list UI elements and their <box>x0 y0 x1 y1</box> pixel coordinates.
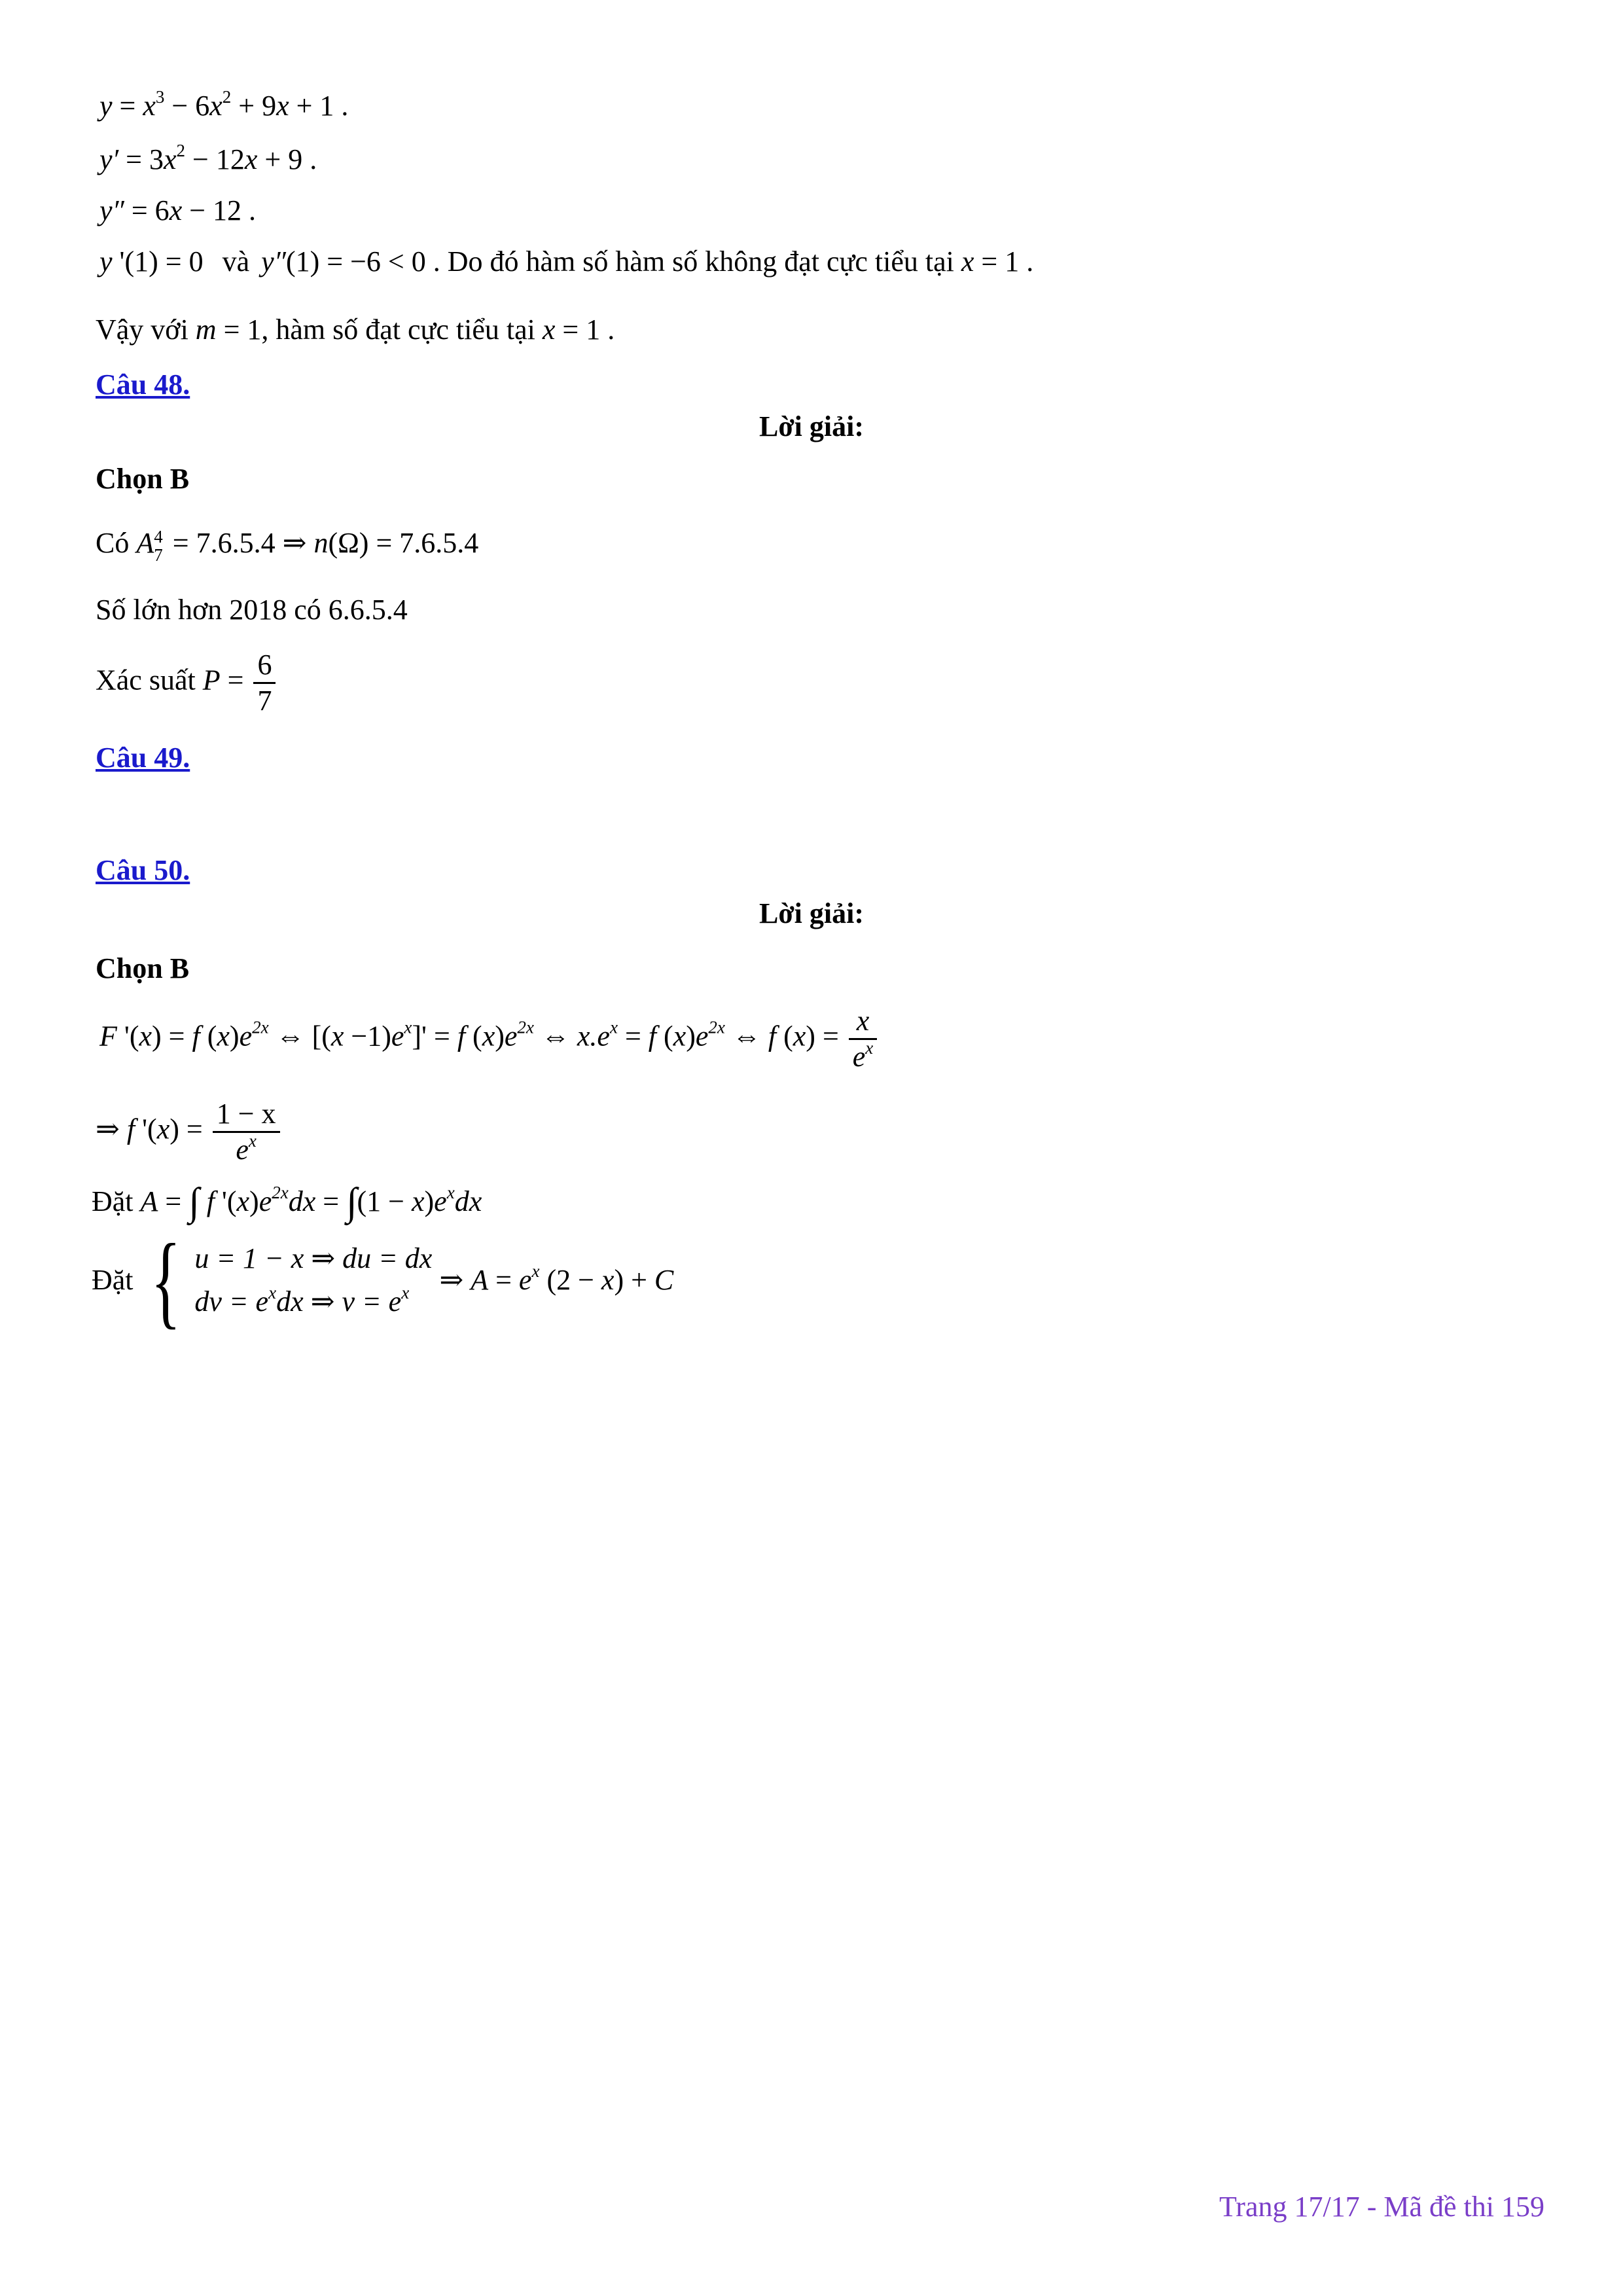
math-var: dx <box>454 1185 482 1217</box>
q50-line-1 <box>99 1004 880 1074</box>
q50-line-2 <box>96 1097 283 1167</box>
conclusion-line <box>99 242 1033 281</box>
fraction <box>213 1097 280 1167</box>
math-text: = 1 . <box>555 314 615 346</box>
math-exponent: x <box>404 1017 412 1037</box>
math-var: e <box>236 1134 249 1166</box>
fraction-denominator: 7 <box>257 685 272 717</box>
math-text: + 9 . <box>257 143 317 175</box>
question-48-title: Câu 48. <box>96 368 190 401</box>
math-var: x <box>209 90 223 122</box>
math-text: = <box>617 1020 649 1052</box>
math-text: ⇒ <box>96 1113 127 1145</box>
math-var: e <box>259 1185 272 1217</box>
math-var: x <box>673 1020 687 1052</box>
math-text: ⇔ [( <box>268 1020 331 1052</box>
q48-line-1 <box>96 524 478 564</box>
math-text: (1) = −6 < 0 <box>285 245 426 278</box>
math-exponent: x <box>865 1038 874 1058</box>
math-var: e <box>504 1020 518 1052</box>
math-var: x <box>236 1185 250 1217</box>
math-var: x <box>330 1020 344 1052</box>
math-subscript: 7 <box>154 545 163 565</box>
math-exponent: 2x <box>708 1017 725 1037</box>
math-exponent: x <box>268 1283 277 1302</box>
math-var: P <box>202 664 221 696</box>
integral-sign: ∫ <box>188 1180 200 1223</box>
math-text: ( <box>200 1020 217 1052</box>
math-exponent: 2x <box>517 1017 534 1037</box>
math-text: = <box>158 1185 189 1217</box>
math-var: x <box>156 1113 170 1145</box>
math-var: x <box>163 143 177 175</box>
math-text: = 1 . <box>974 245 1034 278</box>
math-text: ) + <box>614 1264 654 1296</box>
math-var: A <box>471 1264 489 1296</box>
fraction-numerator: x <box>849 1004 878 1040</box>
math-text: '( <box>135 1113 157 1145</box>
system-row-2 <box>194 1280 432 1323</box>
math-var: f <box>192 1020 200 1052</box>
math-text: ) <box>686 1020 696 1052</box>
math-var: n <box>313 527 329 559</box>
math-var: e <box>434 1185 447 1217</box>
math-var: x <box>139 1020 152 1052</box>
math-exponent: 2x <box>272 1183 289 1202</box>
math-exponent: 2x <box>252 1017 269 1037</box>
fraction-numerator: 1 − x <box>213 1097 280 1133</box>
text: Có <box>96 527 137 559</box>
fraction-denominator <box>849 1040 878 1074</box>
math-text: (2 − <box>539 1264 601 1296</box>
math-var: y″ <box>99 194 124 226</box>
math-text: ) <box>249 1185 259 1217</box>
choice-50: Chọn B <box>96 952 190 984</box>
equation-y <box>99 86 348 126</box>
math-exponent: 3 <box>155 87 165 107</box>
math-var: x <box>482 1020 495 1052</box>
math-text: dx ⇒ v = e <box>276 1285 402 1318</box>
math-var: x <box>169 194 183 226</box>
math-text: ) = <box>806 1020 846 1052</box>
choice-48: Chọn B <box>96 463 190 495</box>
math-exponent: x <box>248 1131 257 1151</box>
math-text: ) = <box>152 1020 192 1052</box>
question-49-title: Câu 49. <box>96 742 190 774</box>
equation-y-double-prime <box>99 191 256 230</box>
equation-y-prime <box>99 140 317 179</box>
math-text: ⇔ <box>724 1020 768 1052</box>
math-text: − 12 . <box>182 194 257 226</box>
math-exponent: x <box>446 1183 455 1202</box>
summary-line <box>96 310 615 350</box>
math-text: = <box>315 1185 347 1217</box>
math-var: y <box>99 90 113 122</box>
system-row-1: u = 1 − x ⇒ du = dx <box>194 1242 433 1274</box>
text: Đặt <box>92 1264 141 1296</box>
math-text: ( <box>465 1020 482 1052</box>
math-text: ( <box>776 1020 793 1052</box>
arrangement-indices <box>154 528 163 564</box>
math-text: '(1) = 0 <box>112 245 211 278</box>
text: Xác suất <box>96 664 203 696</box>
math-exponent: 2 <box>176 141 186 160</box>
q50-line-3 <box>92 1182 482 1221</box>
math-text: dv = e <box>194 1285 269 1318</box>
equation-system <box>194 1237 432 1323</box>
math-text: − 6 <box>164 90 210 122</box>
math-text: ) = <box>169 1113 210 1145</box>
math-var: x <box>276 90 289 122</box>
math-text: = 6 <box>124 194 169 226</box>
math-var: e <box>852 1041 866 1073</box>
math-exponent: 2 <box>222 87 232 107</box>
math-text: − 12 <box>185 143 245 175</box>
fraction-numerator: 6 <box>253 648 276 684</box>
math-var: x <box>411 1185 425 1217</box>
math-text: = 7.6.5.4 ⇒ <box>165 527 314 559</box>
math-text: ]' = <box>412 1020 457 1052</box>
math-var: x <box>217 1020 230 1052</box>
text: . Do đó hàm số hàm số không đạt cực tiểu tại <box>425 245 961 278</box>
math-var: dx <box>288 1185 316 1217</box>
math-text <box>200 1185 207 1217</box>
math-text: = <box>220 664 251 696</box>
math-text: ) <box>229 1020 240 1052</box>
math-var: m <box>195 314 217 346</box>
math-exponent: x <box>401 1283 410 1302</box>
solution-heading-50: Lời giải: <box>758 897 865 929</box>
math-var: y′ <box>99 143 119 175</box>
fraction <box>849 1004 878 1074</box>
math-var: y <box>99 245 113 278</box>
fraction <box>253 648 276 718</box>
math-text: ) <box>495 1020 505 1052</box>
q50-line-4 <box>92 1222 674 1338</box>
math-var: f <box>206 1185 215 1217</box>
math-var: y″ <box>261 245 286 278</box>
q48-line-2: Số lớn hơn 2018 có 6.6.5.4 <box>96 594 408 626</box>
math-text: (1 − <box>357 1185 412 1217</box>
system-result <box>432 1261 674 1296</box>
math-var: C <box>654 1264 674 1296</box>
math-text: ( <box>656 1020 673 1052</box>
text: Vậy với <box>96 314 196 346</box>
solution-heading-48: Lời giải: <box>758 410 865 442</box>
page-footer: Trang 17/17 - Mã đề thi 159 <box>1219 2191 1544 2223</box>
math-text: ) <box>424 1185 435 1217</box>
math-var: x <box>542 314 556 346</box>
math-text: (Ω) = 7.6.5.4 <box>328 527 479 559</box>
text: = 1, hàm số đạt cực tiểu tại <box>216 314 543 346</box>
math-text: ⇒ <box>432 1264 471 1296</box>
text: Đặt <box>92 1185 141 1217</box>
math-var: x <box>244 143 258 175</box>
math-var: x <box>793 1020 806 1052</box>
question-50-title: Câu 50. <box>96 854 190 886</box>
math-var: x <box>601 1264 615 1296</box>
math-text: '( <box>214 1185 237 1217</box>
math-text: = <box>112 90 143 122</box>
system-brace: { <box>150 1222 181 1338</box>
math-var: f <box>126 1113 135 1145</box>
math-var: e <box>239 1020 253 1052</box>
math-text: + 1 . <box>289 90 349 122</box>
math-text: + 9 <box>231 90 277 122</box>
q48-probability <box>96 648 278 718</box>
math-var: x <box>961 245 974 278</box>
math-var: x <box>143 90 156 122</box>
fraction-denominator <box>213 1133 280 1167</box>
math-var: f <box>648 1020 657 1052</box>
math-text: '( <box>116 1020 139 1052</box>
text: và <box>222 245 250 278</box>
math-exponent: 4 <box>154 526 163 547</box>
math-var: f <box>457 1020 466 1052</box>
math-var: A <box>136 527 154 559</box>
math-var: e <box>518 1264 532 1296</box>
math-var: f <box>768 1020 777 1052</box>
math-text: = 3 <box>118 143 164 175</box>
math-var: x.e <box>577 1020 610 1052</box>
integral-sign: ∫ <box>346 1180 357 1223</box>
math-text: ⇔ <box>533 1020 577 1052</box>
math-var: e <box>695 1020 709 1052</box>
math-var: F <box>99 1020 117 1052</box>
math-text: −1) <box>344 1020 391 1052</box>
math-exponent: x <box>609 1017 618 1037</box>
math-exponent: x <box>531 1261 540 1281</box>
math-var: e <box>391 1020 404 1052</box>
math-var: A <box>140 1185 158 1217</box>
math-text: = <box>488 1264 519 1296</box>
